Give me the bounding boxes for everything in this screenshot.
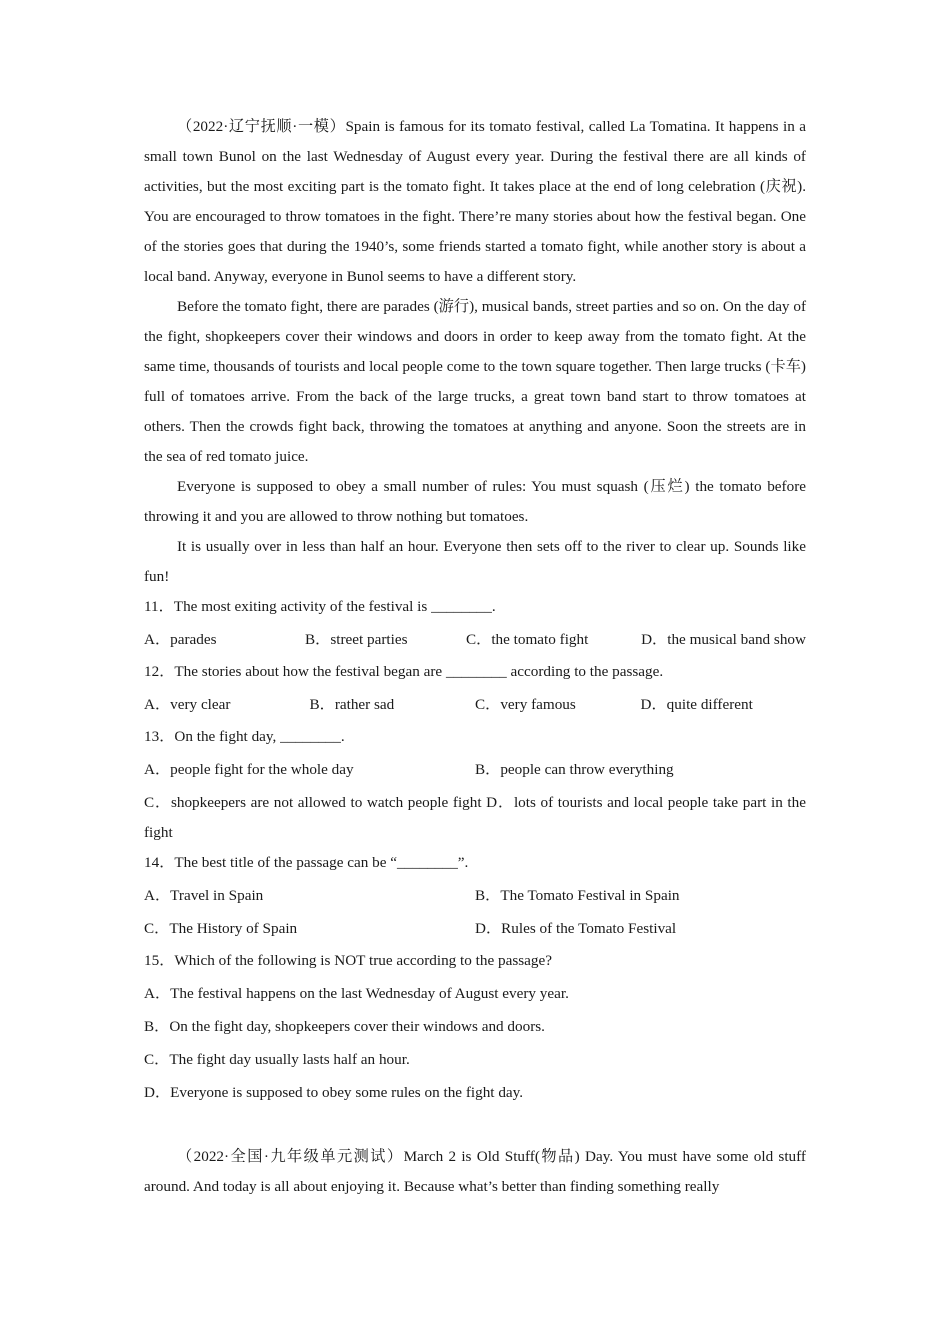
question-13-options-row1 — [144, 755, 806, 785]
question-12-option-d: D．quite different — [640, 696, 753, 713]
question-14-option-a: A．Travel in Spain — [144, 887, 264, 904]
question-15-option-c: C．The fight day usually lasts half an hour. — [144, 1051, 410, 1068]
question-11-option-a: A．parades — [144, 631, 217, 648]
question-14-stem: 14．The best title of the passage can be “________”. — [144, 854, 469, 871]
question-11-options — [144, 625, 806, 655]
document-page — [144, 112, 806, 1202]
question-13-option-b: B．people can throw everything — [475, 761, 674, 778]
question-11-option-b: B．street parties — [305, 631, 408, 648]
passage1-paragraph-3: Everyone is supposed to obey a small number of rules: You must squash (压烂) the tomato before throwing it and you are allowed to throw nothing but tomatoes. — [144, 478, 806, 525]
question-11-option-d: D．the musical band show — [641, 631, 806, 648]
question-12-options — [144, 690, 806, 720]
question-15-option-a: A．The festival happens on the last Wednesday of August every year. — [144, 985, 569, 1002]
question-13-options-cd: C．shopkeepers are not allowed to watch people fight D．lots of tourists and local people take part in the fight — [144, 794, 806, 841]
question-14-option-b: B．The Tomato Festival in Spain — [475, 887, 680, 904]
question-15-option-d: D．Everyone is supposed to obey some rules on the fight day. — [144, 1084, 524, 1101]
passage1-paragraph-1: （2022·辽宁抚顺·一模）Spain is famous for its tomato festival, called La Tomatina. It happens in a small town Bunol on the last Wednesday of August every year. During the festival there are all kinds of activities, but the most exciting part is the tomato fight. It takes place at the end of long celebration (庆祝). You are encouraged to throw tomatoes in the fight. There’re many stories about how the festival began. One of the stories goes that during the 1940’s, some friends started a tomato fight, while another story is about a local band. Anyway, everyone in Bunol seems to have a different story. — [144, 118, 806, 285]
question-15-stem: 15．Which of the following is NOT true according to the passage? — [144, 952, 552, 969]
passage1-paragraph-4: It is usually over in less than half an hour. Everyone then sets off to the river to clear up. Sounds like fun! — [144, 538, 806, 585]
question-13-stem: 13．On the fight day, ________. — [144, 728, 345, 745]
question-12-option-c: C．very famous — [475, 696, 576, 713]
passage1-paragraph-2: Before the tomato fight, there are parades (游行), musical bands, street parties and so on. On the day of the fight, shopkeepers cover their windows and doors in order to keep away from the tomato fight. At the same time, thousands of tourists and local people come to the town square together. Then large trucks (卡车) full of tomatoes arrive. From the back of the large trucks, a great town band start to throw tomatoes at others. Then the crowds fight back, throwing the tomatoes at anything and anyone. Soon the streets are in the sea of red tomato juice. — [144, 298, 806, 465]
section-gap — [144, 1110, 806, 1142]
question-11-option-c: C．the tomato fight — [466, 631, 589, 648]
question-11-stem: 11．The most exiting activity of the festival is ________. — [144, 598, 496, 615]
question-12-stem: 12．The stories about how the festival began are ________ according to the passage. — [144, 663, 664, 680]
passage2-intro: （2022·全国·九年级单元测试）March 2 is Old Stuff(物品) Day. You must have some old stuff around. And today is all about enjoying it. Because what’s better than finding something really — [144, 1148, 806, 1195]
question-12-option-a: A．very clear — [144, 696, 231, 713]
question-15-option-b: B．On the fight day, shopkeepers cover their windows and doors. — [144, 1018, 545, 1035]
question-14-option-c: C．The History of Spain — [144, 920, 298, 937]
question-12-option-b: B．rather sad — [309, 696, 395, 713]
question-14-options-row2 — [144, 914, 806, 944]
question-14-options-row1 — [144, 881, 806, 911]
question-14-option-d: D．Rules of the Tomato Festival — [475, 920, 677, 937]
question-13-option-a: A．people fight for the whole day — [144, 761, 354, 778]
